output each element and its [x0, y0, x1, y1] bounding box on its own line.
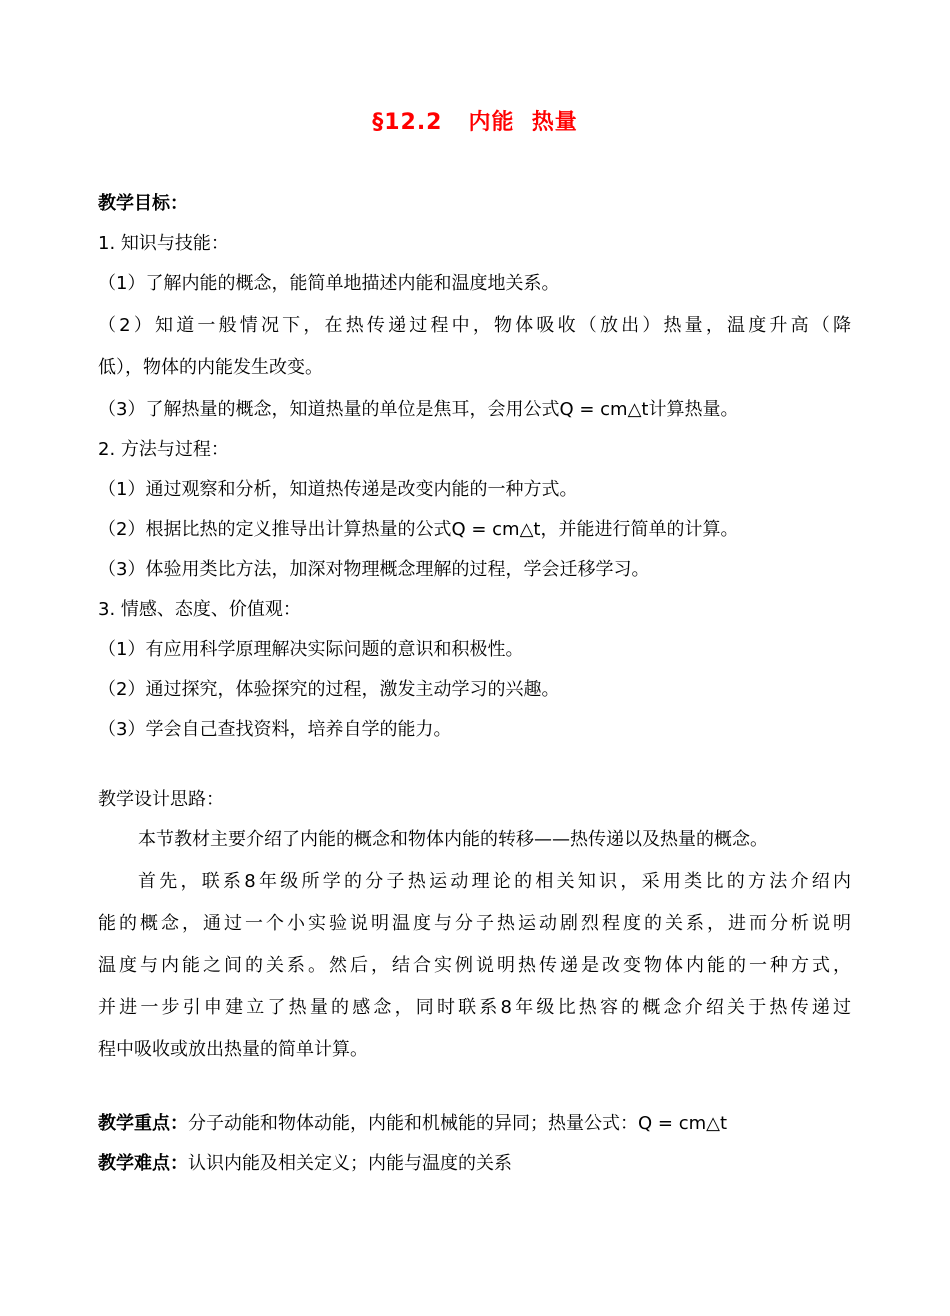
- section1-heading: 1. 知识与技能：: [98, 233, 229, 254]
- section3-heading: 3. 情感、态度、价值观：: [98, 599, 301, 620]
- section1-item2-line1: （2）知道一般情况下，在热传递过程中，物体吸收（放出）热量，温度升高（降: [98, 315, 851, 336]
- page-title: §12.2 内能 热量: [372, 110, 578, 135]
- section3-item1: （1）有应用科学原理解决实际问题的意识和积极性。: [98, 639, 524, 660]
- section1-item2-line2: 低），物体的内能发生改变。: [98, 357, 323, 378]
- design-paragraph2-line2: 能的概念，通过一个小实验说明温度与分子热运动剧烈程度的关系，进而分析说明: [98, 913, 851, 934]
- design-paragraph1: 本节教材主要介绍了内能的概念和物体内能的转移——热传递以及热量的概念。: [138, 829, 768, 850]
- design-paragraph2-line3: 温度与内能之间的关系。然后，结合实例说明热传递是改变物体内能的一种方式，: [98, 955, 851, 976]
- section2-item1: （1）通过观察和分析，知道热传递是改变内能的一种方式。: [98, 479, 578, 500]
- section3-item3: （3）学会自己查找资料，培养自学的能力。: [98, 719, 452, 740]
- section2-item2: （2）根据比热的定义推导出计算热量的公式Q = cm△t，并能进行简单的计算。: [98, 519, 739, 540]
- design-heading: 教学设计思路：: [98, 789, 224, 810]
- difficult-points-label: 教学难点：: [98, 1153, 188, 1174]
- key-points-label: 教学重点：: [98, 1113, 188, 1134]
- difficult-points-text: 认识内能及相关定义；内能与温度的关系: [188, 1153, 512, 1174]
- objectives-heading: 教学目标：: [98, 193, 188, 214]
- design-paragraph2-line5: 程中吸收或放出热量的简单计算。: [98, 1039, 368, 1060]
- difficult-points: [98, 1152, 512, 1176]
- key-points: [98, 1112, 727, 1136]
- section2-heading: 2. 方法与过程：: [98, 439, 229, 460]
- key-points-text: 分子动能和物体动能，内能和机械能的异同；热量公式：Q = cm△t: [188, 1113, 728, 1134]
- design-paragraph2-line1: 首先，联系8年级所学的分子热运动理论的相关知识，采用类比的方法介绍内: [138, 871, 851, 892]
- section3-item2: （2）通过探究，体验探究的过程，激发主动学习的兴趣。: [98, 679, 560, 700]
- section1-item3: （3）了解热量的概念，知道热量的单位是焦耳，会用公式Q = cm△t计算热量。: [98, 399, 739, 420]
- section2-item3: （3）体验用类比方法，加深对物理概念理解的过程，学会迁移学习。: [98, 559, 650, 580]
- section1-item1: （1）了解内能的概念，能简单地描述内能和温度地关系。: [98, 273, 560, 294]
- design-paragraph2-line4: 并进一步引申建立了热量的感念，同时联系8年级比热容的概念介绍关于热传递过: [98, 997, 851, 1018]
